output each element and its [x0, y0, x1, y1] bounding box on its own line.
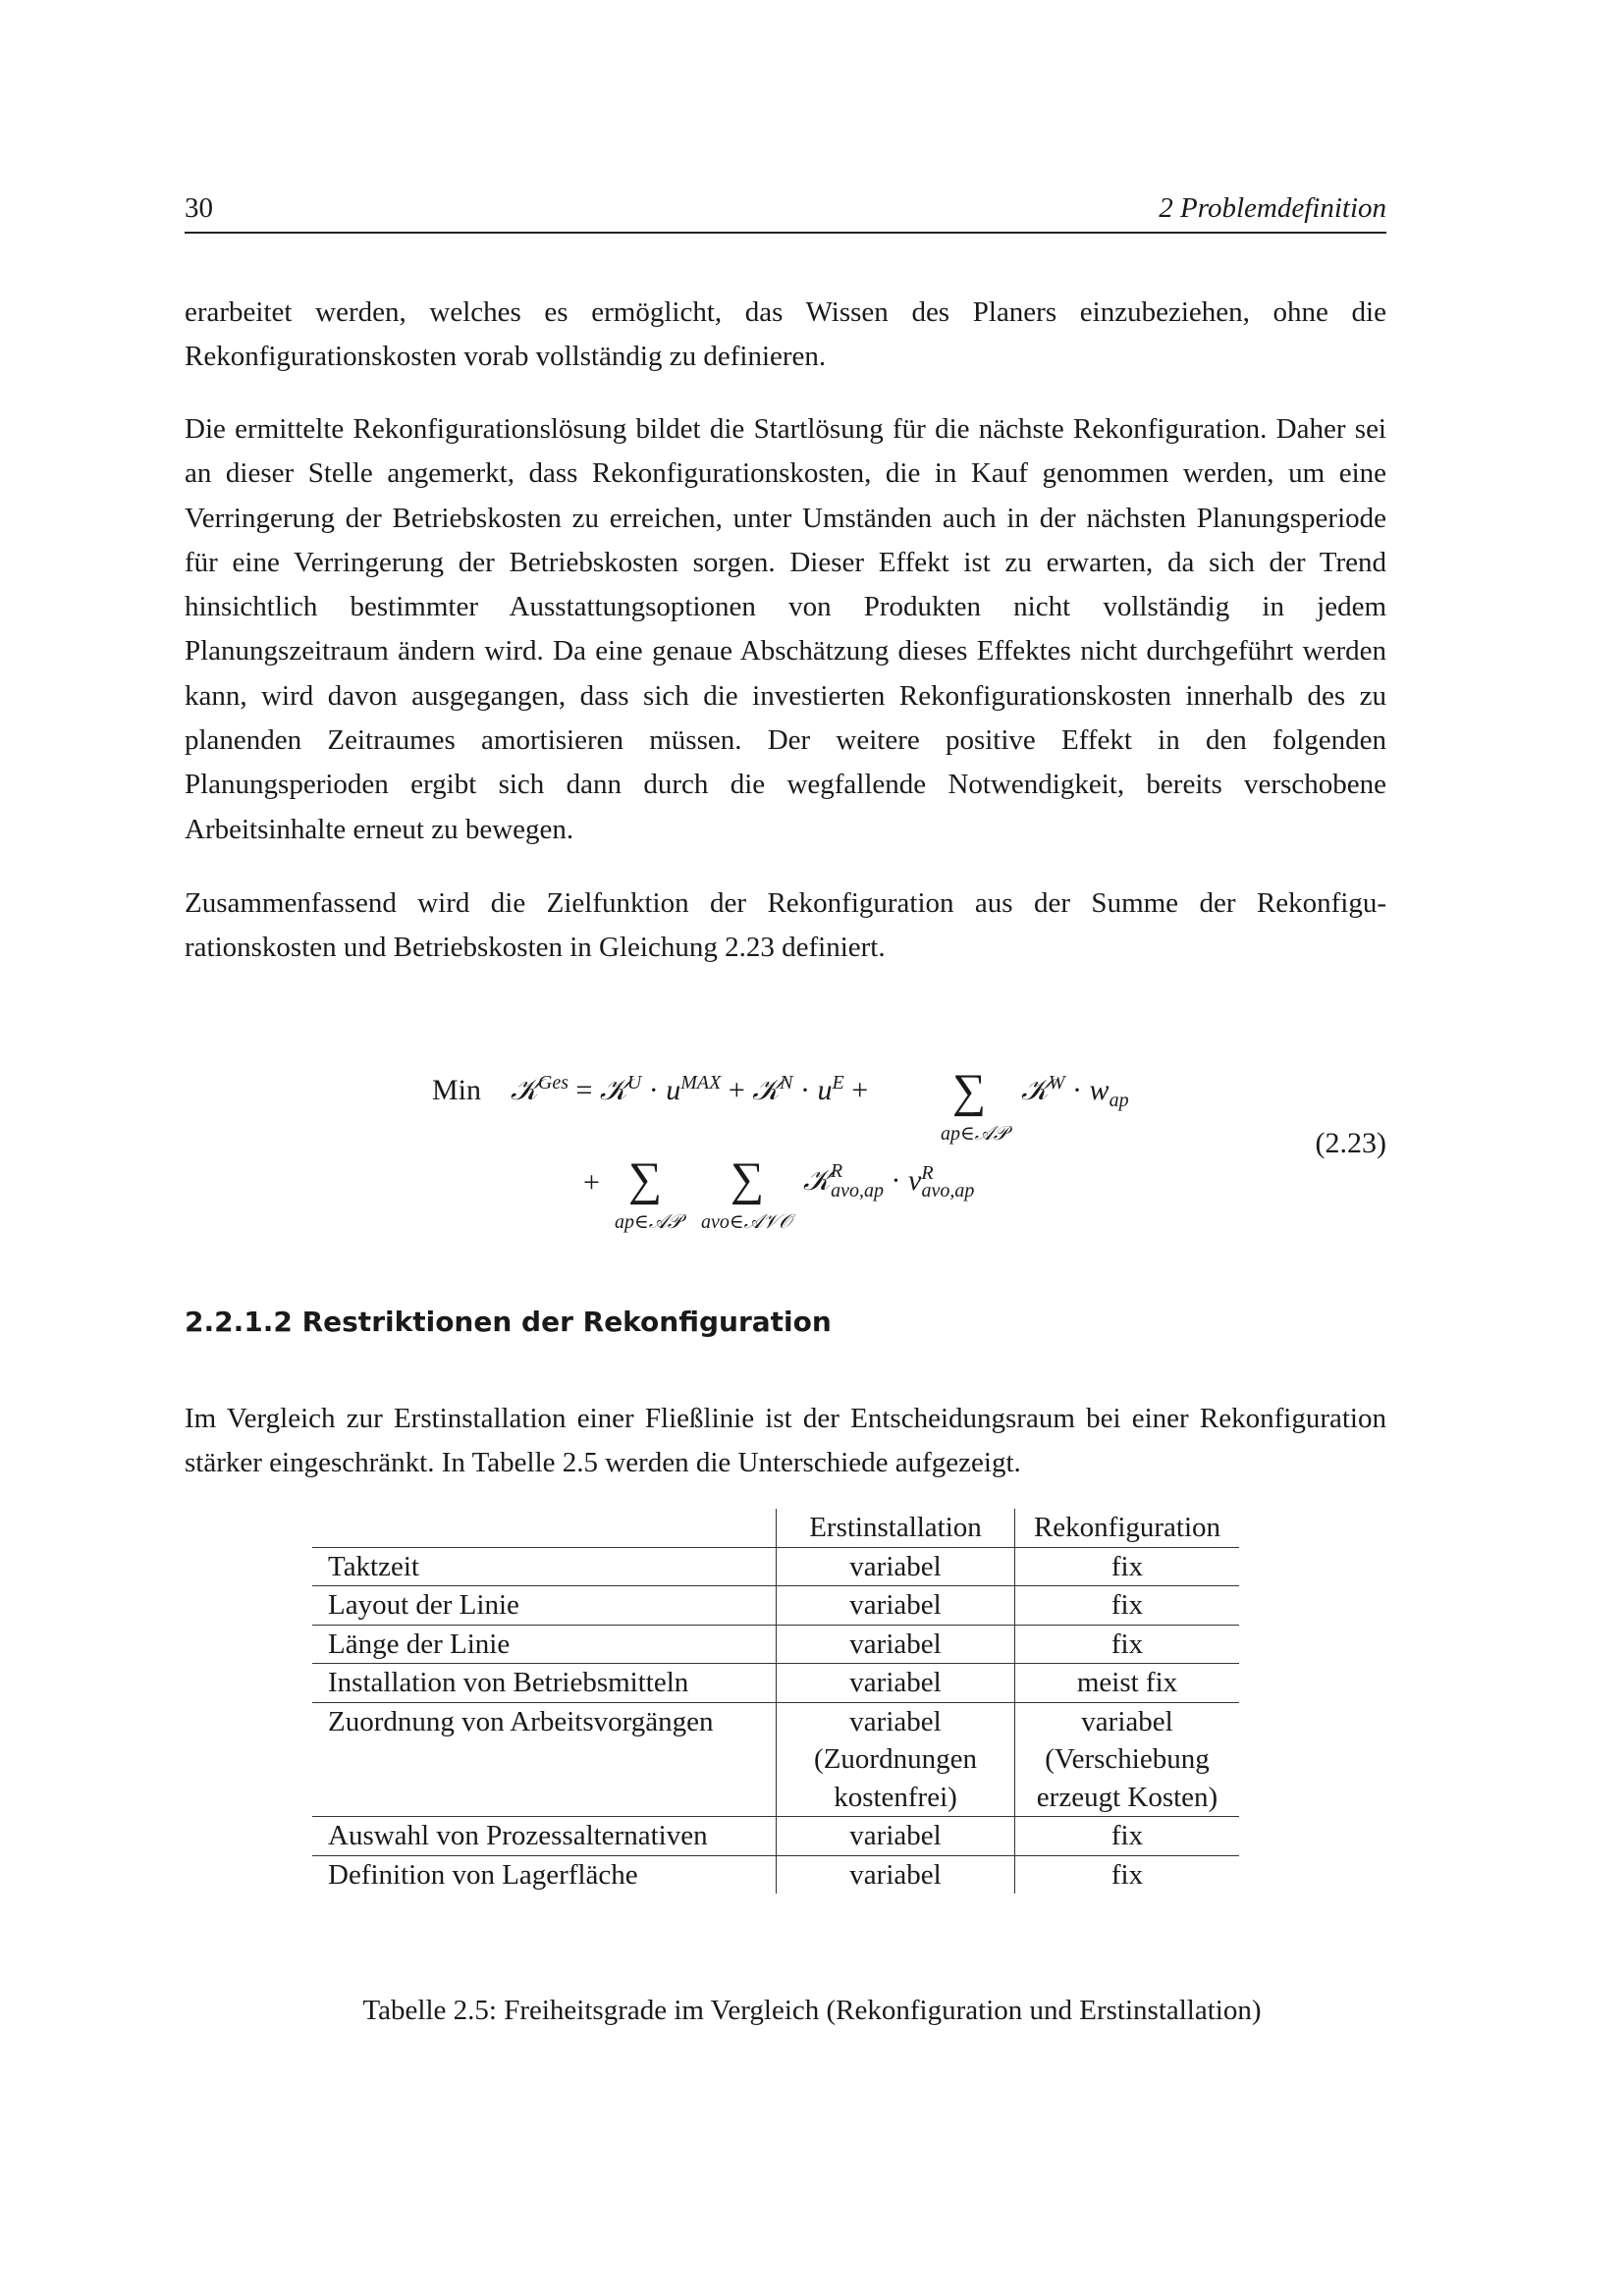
cell-erst: variabel — [777, 1586, 1015, 1626]
cell-erst: variabel — [777, 1817, 1015, 1856]
cell-erst: variabel — [777, 1547, 1015, 1586]
equation-term-r: 𝒦$^R_{avo,ap}$ · $v^R_{avo,ap}$ — [803, 1160, 975, 1201]
sum-symbol: ∑ — [952, 1065, 987, 1117]
cell-rekon: fix — [1015, 1817, 1240, 1856]
row-label: Definition von Lagerfläche — [328, 1858, 638, 1891]
cell-rekon: variabel (Verschiebung erzeugt Kosten) — [1015, 1702, 1240, 1817]
table-row — [312, 1702, 1239, 1817]
row-label: Länge der Linie — [312, 1625, 777, 1664]
equation-line-1: Min 𝒦$^{Ges}$ = 𝒦$^U$ · $u^{MAX}$ + 𝒦$^N$ · $u^E$ + — [432, 1072, 869, 1106]
cell-erst: variabel — [777, 1664, 1015, 1703]
min-label: Min — [432, 1074, 482, 1106]
equation-term-w: 𝒦$^W$ · $w_{ap}$ — [1021, 1072, 1129, 1111]
table-row — [312, 1855, 1239, 1894]
cell-rekon: fix — [1015, 1625, 1240, 1664]
cell-erst: variabel — [777, 1855, 1015, 1894]
paragraph-3: Zusammenfassend wird die Zielfunktion der Rekonfiguration aus der Summe der Rekonfigurationskosten und Betriebskosten in Gleichung 2.23 definiert. — [185, 887, 1386, 964]
chapter-title: 2 Problemdefinition — [1159, 192, 1386, 224]
comparison-table — [312, 1509, 1239, 1894]
table-header-rekonfiguration: Rekonfiguration — [1015, 1509, 1240, 1547]
page-number: 30 — [185, 192, 213, 224]
table-row — [312, 1547, 1239, 1586]
table-header-row — [312, 1509, 1239, 1547]
table-row — [312, 1625, 1239, 1664]
row-label: Zuordnung von Arbeitsvorgängen — [312, 1702, 777, 1817]
table-row — [312, 1817, 1239, 1856]
row-label: Auswahl von Prozessalternativen — [312, 1817, 777, 1856]
cell-erst: variabel — [777, 1625, 1015, 1664]
page-header — [185, 188, 1386, 234]
row-label: Layout der Linie — [312, 1586, 777, 1626]
table-row — [312, 1586, 1239, 1626]
table-row — [312, 1664, 1239, 1703]
equation-number: (2.23) — [1315, 1127, 1386, 1159]
cell-rekon: meist fix — [1015, 1664, 1240, 1703]
table-header-erstinstallation: Erstinstallation — [777, 1509, 1015, 1547]
paragraph-2: Die ermittelte Rekonfigurationslösung bildet die Startlösung für die nächste Rekonfiguration. Daher sei an dieser Stelle angemerkt, dass Rekonfigurationskosten, die in Kauf genommen werden, um eine Verringerung der Betriebskosten zu erreichen, unter Umständen auch in der nächsten Planungsperiode für eine Verringerung der Betriebskosten sorgen. Dieser Effekt ist zu erwarten, da sich der Trend hinsichtlich bestimmter Ausstattungsoptionen von Produkten nicht vollständig in jedem Planungszeitraum ändern wird. Da eine genaue Abschätzung dieses Effektes nicht durchgeführt werden kann, wird davon ausgegangen, dass sich die investierten Rekonfigurationskosten innerhalb des zu planenden Zeitraumes amortisieren müssen. Der weitere positive Effekt in den folgenden Planungsperioden ergibt sich dann durch die wegfallende Notwendigkeit, bereits verschobene Arbeitsinhalte erneut zu bewegen. — [185, 413, 1386, 845]
table-caption: Tabelle 2.5: Freiheitsgrade im Vergleich (Rekonfiguration und Erstinstallation) — [362, 1995, 1262, 2026]
sum-symbol: ∑ — [731, 1153, 765, 1205]
equation-line-2-plus: + — [583, 1166, 600, 1199]
equation-2-23 — [185, 1060, 1386, 1237]
sum-limit: avo∈𝒜𝒱𝒪 — [701, 1211, 791, 1233]
section-heading: 2.2.1.2 Restriktionen der Rekonfiguration — [185, 1306, 832, 1338]
cell-rekon: fix — [1015, 1547, 1240, 1586]
sum-symbol: ∑ — [628, 1153, 663, 1205]
cell-rekon: fix — [1110, 1858, 1144, 1891]
row-label: Taktzeit — [312, 1547, 777, 1586]
paragraph-4: Im Vergleich zur Erstinstallation einer Fließlinie ist der Entscheidungsraum bei einer Rekonfiguration stärker eingeschränkt. In Tabelle 2.5 werden die Unterschiede aufgezeigt. — [185, 1403, 1386, 1479]
row-label: Installation von Betriebsmitteln — [312, 1664, 777, 1703]
cell-erst: variabel (Zuordnungen kostenfrei) — [777, 1702, 1015, 1817]
sum-limit: ap∈𝒜𝒫 — [615, 1211, 682, 1233]
cell-rekon: fix — [1015, 1586, 1240, 1626]
paragraph-1: erarbeitet werden, welches es ermöglicht, das Wissen des Planers einzubeziehen, ohne die Rekonfigurationskosten vorab vollständig zu definieren. — [185, 296, 1386, 373]
sum-limit: ap∈𝒜𝒫 — [941, 1123, 1008, 1145]
table-header-empty — [312, 1509, 777, 1547]
